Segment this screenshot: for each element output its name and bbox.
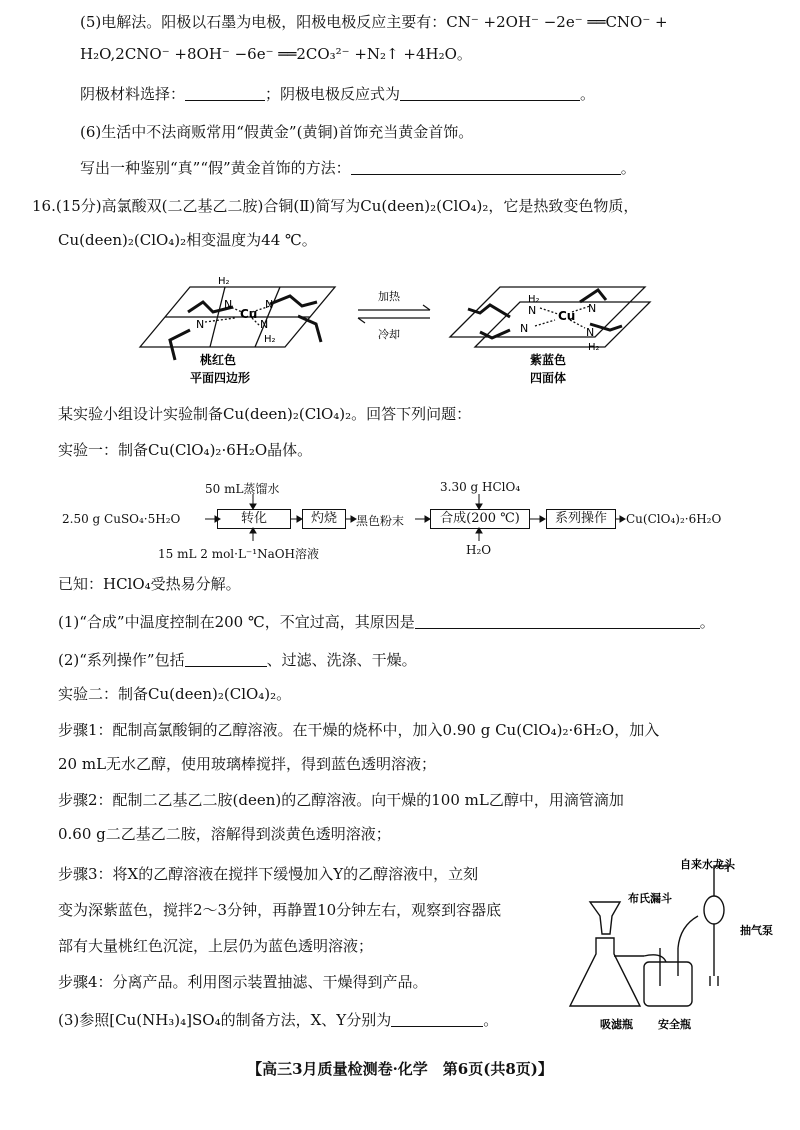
left-cu: Cu	[240, 307, 258, 321]
q15-part5-line1: (5)电解法。阳极以石墨为电极，阳极电极反应主要有：CN⁻ +2OH⁻ −2e⁻ ══CNO⁻ +	[80, 13, 668, 31]
step3-line1: 步骤3：将X的乙醇溶液在搅拌下缓慢加入Y的乙醇溶液中，立刻	[58, 865, 479, 883]
heat-label: 加热	[378, 290, 400, 303]
safety-bottle-label: 安全瓶	[658, 1018, 691, 1031]
buchner-funnel	[590, 902, 620, 934]
right-n2: N	[588, 302, 597, 315]
identify-method-label: 写出一种鉴别“真”“假”黄金首饰的方法：	[80, 159, 351, 177]
period: 。	[620, 159, 636, 177]
design-line: 某实验小组设计实验制备Cu(deen)₂(ClO₄)₂。回答下列问题：	[58, 405, 472, 423]
pump-body	[704, 896, 724, 924]
flow-start: 2.50 g CuSO₄·5H₂O	[62, 512, 181, 526]
step3-line2: 变为深紫蓝色，搅拌2～3分钟，再静置10分钟左右，观察到容器底	[58, 901, 502, 919]
cathode-material-label: 阴极材料选择：	[80, 85, 186, 103]
q16-intro-line1: 16.(15分)高氯酸双(二乙基乙二胺)合铜(Ⅱ)简写为Cu(deen)₂(ClO₄)₂，它是热致变色物质，	[32, 197, 639, 215]
right-shape-label: 四面体	[530, 371, 567, 385]
flow-water: 50 mL蒸馏水	[205, 482, 280, 496]
right-n1: N	[528, 304, 537, 317]
flow-product: Cu(ClO₄)₂·6H₂O	[626, 512, 722, 526]
safety-bottle	[644, 962, 692, 1006]
question-1-blank[interactable]	[415, 614, 700, 629]
flow-step-calcine: 灼烧	[302, 509, 346, 529]
flow-naoh: 15 mL 2 mol·L⁻¹NaOH溶液	[158, 547, 320, 561]
known-line: 已知：HClO₄受热易分解。	[58, 575, 241, 593]
flow-hclo4: 3.30 g HClO₄	[440, 480, 521, 494]
flow-black-powder: 黑色粉末	[356, 514, 405, 528]
flow-step-synthesis: 合成(200 ℃)	[430, 509, 530, 529]
left-n2: N	[265, 298, 274, 311]
right-color-label: 紫蓝色	[530, 353, 567, 367]
left-n4: N	[260, 318, 269, 331]
left-h2b: H₂	[264, 334, 276, 345]
right-n4: N	[586, 326, 595, 339]
question-3-text: (3)参照[Cu(NH₃)₄]SO₄的制备方法，X、Y分别为	[58, 1011, 392, 1029]
step2-line1: 步骤2：配制二乙基乙二胺(deen)的乙醇溶液。向干燥的100 mL乙醇中，用滴管滴加	[58, 791, 624, 809]
exp2-title: 实验二：制备Cu(deen)₂(ClO₄)₂。	[58, 685, 292, 703]
flask-label: 吸滤瓶	[600, 1018, 633, 1031]
flow-h2o: H₂O	[466, 543, 492, 557]
step1-line1: 步骤1：配制高氯酸铜的乙醇溶液。在干燥的烧杯中，加入0.90 g Cu(ClO₄)₂·6H₂O，加入	[58, 721, 660, 739]
pump-label: 抽气泵	[740, 924, 773, 937]
question-3	[58, 1010, 498, 1030]
cathode-reaction-label: ；阴极电极反应式为	[265, 85, 401, 103]
step3-line3: 部有大量桃红色沉淀，上层仍为蓝色透明溶液；	[58, 937, 374, 955]
q15-part6-line1: (6)生活中不法商贩常用“假黄金”(黄铜)首饰充当黄金首饰。	[80, 123, 474, 141]
right-n3: N	[520, 322, 529, 335]
right-h2: H₂	[528, 294, 540, 305]
question-2-blank[interactable]	[185, 652, 267, 667]
tap-label: 自来水龙头	[680, 858, 735, 871]
left-shape-label: 平面四边形	[190, 371, 251, 385]
period: 。	[483, 1011, 499, 1029]
step2-line2: 0.60 g二乙基乙二胺，溶解得到淡黄色透明溶液；	[58, 825, 391, 843]
funnel-label: 布氏漏斗	[628, 892, 672, 905]
right-h2b: H₂	[588, 342, 600, 353]
right-cu: Cu	[558, 309, 576, 323]
filtration-apparatus	[562, 856, 792, 1036]
q15-part5-line2: H₂O,2CNO⁻ +8OH⁻ −6e⁻ ══2CO₃²⁻ +N₂↑ +4H₂O。	[80, 45, 472, 63]
exp1-title: 实验一：制备Cu(ClO₄)₂·6H₂O晶体。	[58, 441, 313, 459]
question-1-text: (1)“合成”中温度控制在200 ℃，不宜过高，其原因是	[58, 613, 415, 631]
flow-step-series: 系列操作	[546, 509, 616, 529]
step1-line2: 20 mL无水乙醇，使用玻璃棒搅拌，得到蓝色透明溶液；	[58, 755, 437, 773]
left-color-label: 桃红色	[200, 353, 237, 367]
step4-line: 步骤4：分离产品。利用图示装置抽滤、干燥得到产品。	[58, 973, 428, 991]
page-footer: 【高三3月质量检测卷·化学 第6页(共8页)】	[247, 1060, 553, 1078]
period: 。	[699, 613, 715, 631]
flow-step-convert: 转化	[217, 509, 291, 529]
cool-label: 冷却	[378, 328, 400, 341]
left-h2: H₂	[218, 276, 230, 287]
q16-intro-line2: Cu(deen)₂(ClO₄)₂相变温度为44 ℃。	[58, 231, 317, 249]
left-n1: N	[224, 298, 233, 311]
period: 。	[580, 85, 596, 103]
question-2	[58, 650, 417, 670]
suction-flask	[570, 938, 640, 1006]
question-2-text: (2)“系列操作”包括	[58, 651, 185, 669]
left-n3: N	[196, 318, 205, 331]
question-2-rest: 、过滤、洗涤、干燥。	[266, 651, 417, 669]
question-3-blank[interactable]	[391, 1012, 483, 1027]
question-1	[58, 612, 715, 632]
